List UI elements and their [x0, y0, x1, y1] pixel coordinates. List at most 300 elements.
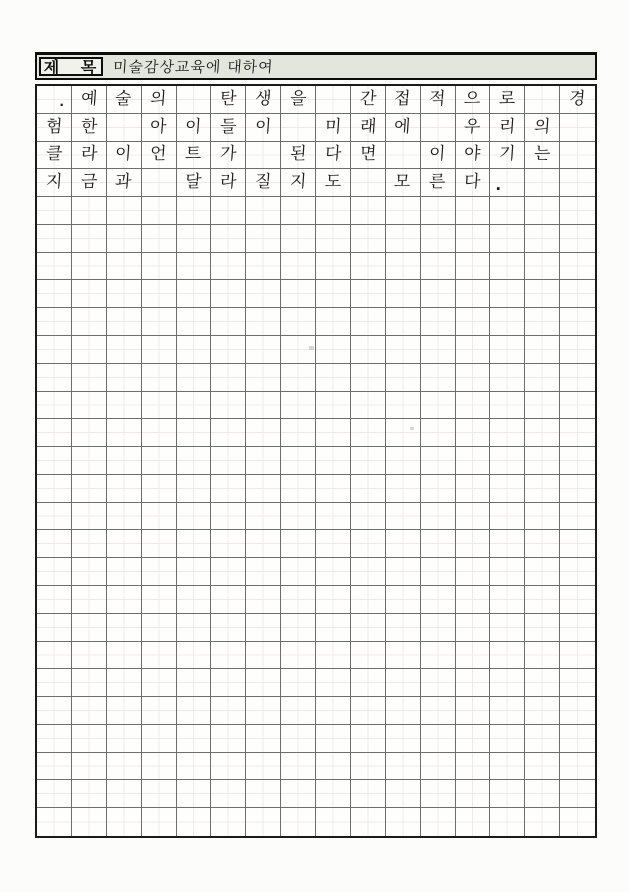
grid-cell: [490, 197, 525, 225]
grid-cell: [211, 308, 246, 336]
grid-cell: [246, 586, 281, 614]
handwritten-char: 금: [79, 172, 98, 193]
grid-cell: [72, 280, 107, 308]
grid-cell: [142, 392, 177, 420]
grid-cell: [525, 364, 560, 392]
grid-cell: [490, 280, 525, 308]
grid-cell: [211, 142, 246, 170]
grid-cell: [316, 392, 351, 420]
grid-cell: [37, 725, 72, 753]
grid-cell: [386, 197, 421, 225]
grid-cell: [281, 642, 316, 670]
grid-cell: [281, 225, 316, 253]
handwritten-char: 이: [114, 144, 133, 165]
grid-cell: [107, 197, 142, 225]
grid-cell: [560, 447, 595, 475]
grid-cell: [421, 253, 456, 281]
grid-cell: [456, 558, 491, 586]
grid-cell: [456, 697, 491, 725]
grid-cell: [490, 614, 525, 642]
grid-cell: [72, 225, 107, 253]
grid-cell: [72, 780, 107, 808]
grid-cell: [421, 808, 456, 836]
grid-cell: [421, 530, 456, 558]
scan-smudge: [309, 346, 314, 350]
grid-cell: [456, 780, 491, 808]
grid-cell: [316, 808, 351, 836]
grid-cell: [177, 253, 212, 281]
grid-cell: [246, 725, 281, 753]
grid-cell: [525, 447, 560, 475]
grid-cell: [281, 392, 316, 420]
grid-cell: [421, 197, 456, 225]
grid-cell: [386, 642, 421, 670]
grid-cell: [490, 308, 525, 336]
grid-cell: [490, 336, 525, 364]
grid-cell: [525, 808, 560, 836]
grid-cell: [456, 447, 491, 475]
grid-cell: [386, 558, 421, 586]
grid-cell: [281, 475, 316, 503]
grid-cell: [281, 503, 316, 531]
grid-cell: [246, 614, 281, 642]
grid-cell: [316, 475, 351, 503]
grid-cell: [107, 308, 142, 336]
grid-cell: [281, 447, 316, 475]
grid-cell: [421, 780, 456, 808]
handwritten-char: 예: [79, 88, 98, 109]
grid-cell: [37, 530, 72, 558]
grid-cell: [421, 753, 456, 781]
grid-cell: [246, 225, 281, 253]
handwritten-char: 다: [463, 172, 482, 193]
grid-cell: [72, 447, 107, 475]
grid-cell: [456, 530, 491, 558]
grid-cell: [142, 697, 177, 725]
grid-cell: [107, 725, 142, 753]
grid-cell: [211, 253, 246, 281]
grid-cell: [177, 808, 212, 836]
grid-cell: [177, 725, 212, 753]
grid-cell: [560, 725, 595, 753]
grid-cell: [560, 364, 595, 392]
grid-cell: [316, 586, 351, 614]
grid-cell: [316, 280, 351, 308]
grid-cell: [316, 197, 351, 225]
grid-cell: [142, 669, 177, 697]
grid-cell: [72, 503, 107, 531]
grid-cell: [246, 142, 281, 170]
grid-cell: [281, 753, 316, 781]
grid-cell: [490, 253, 525, 281]
grid-cell: [560, 197, 595, 225]
grid-cell: [211, 225, 246, 253]
grid-cell: [560, 336, 595, 364]
grid-cell: [37, 780, 72, 808]
grid-cell: [316, 308, 351, 336]
grid-cell: [211, 780, 246, 808]
grid-cell: [211, 808, 246, 836]
grid-cell: [316, 753, 351, 781]
grid-cell: [281, 586, 316, 614]
grid-cell: [37, 447, 72, 475]
grid-cell: [107, 503, 142, 531]
grid-cell: [316, 614, 351, 642]
grid-cell: [316, 697, 351, 725]
handwritten-char: 지: [45, 172, 63, 193]
handwritten-char: 지: [289, 172, 308, 193]
grid-cell: [490, 114, 525, 142]
grid-cell: [316, 142, 351, 170]
grid-cell: [490, 503, 525, 531]
grid-cell: [490, 586, 525, 614]
grid-cell: [351, 336, 386, 364]
grid-cell: [560, 753, 595, 781]
grid-cell: [351, 114, 386, 142]
grid-cell: [525, 780, 560, 808]
handwritten-char: 야: [463, 144, 482, 165]
grid-cell: [72, 614, 107, 642]
grid-cell: [246, 197, 281, 225]
grid-cell: [281, 197, 316, 225]
grid-cell: [107, 558, 142, 586]
grid-cell: [525, 586, 560, 614]
grid-cell: [421, 586, 456, 614]
handwritten-char: 을: [289, 88, 308, 109]
grid-cell: [72, 142, 107, 170]
grid-cell: [37, 280, 72, 308]
grid-cell: [281, 780, 316, 808]
grid-cell: [177, 197, 212, 225]
grid-cell: [107, 253, 142, 281]
grid-cell: [211, 503, 246, 531]
grid-cell: [37, 697, 72, 725]
grid-cell: [490, 364, 525, 392]
grid-cell: [72, 808, 107, 836]
grid-cell: [456, 114, 491, 142]
grid-cell: [351, 169, 386, 197]
grid-cell: [525, 697, 560, 725]
grid-cell: [72, 114, 107, 142]
grid-cell: [316, 419, 351, 447]
grid-cell: [560, 86, 595, 114]
grid-cell: [142, 419, 177, 447]
grid-cell: [142, 280, 177, 308]
handwritten-char: 질: [254, 172, 273, 193]
grid-cell: [386, 336, 421, 364]
grid-cell: [177, 308, 212, 336]
grid-cell: [37, 669, 72, 697]
grid-cell: [386, 614, 421, 642]
grid-cell: [246, 392, 281, 420]
grid-cell: [456, 503, 491, 531]
grid-cell: [177, 419, 212, 447]
grid-cell: [490, 558, 525, 586]
handwritten-char: 에: [393, 116, 412, 137]
handwritten-char: 른: [428, 172, 447, 193]
grid-cell: [316, 336, 351, 364]
grid-cell: [211, 86, 246, 114]
grid-cell: [351, 225, 386, 253]
grid-cell: [421, 142, 456, 170]
grid-cell: [316, 225, 351, 253]
grid-cell: [142, 364, 177, 392]
grid-cell: [37, 336, 72, 364]
grid-cell: [72, 253, 107, 281]
grid-cell: [456, 614, 491, 642]
grid-cell: [142, 475, 177, 503]
grid-cell: [107, 753, 142, 781]
grid-cell: [560, 614, 595, 642]
grid-cell: [177, 697, 212, 725]
grid-cell: [142, 503, 177, 531]
grid-cell: [211, 447, 246, 475]
grid-cell: [211, 614, 246, 642]
grid-cell: [246, 308, 281, 336]
grid-cell: [281, 697, 316, 725]
grid-cell: [386, 253, 421, 281]
grid-cell: [211, 392, 246, 420]
handwritten-char: 언: [149, 144, 168, 165]
grid-cell: [351, 308, 386, 336]
grid-cell: [421, 725, 456, 753]
grid-cell: [316, 503, 351, 531]
grid-cell: [37, 642, 72, 670]
handwritten-char: 간: [358, 88, 377, 109]
grid-cell: [316, 114, 351, 142]
grid-cell: [142, 447, 177, 475]
grid-cell: [386, 169, 421, 197]
grid-cell: [351, 197, 386, 225]
grid-cell: [525, 114, 560, 142]
grid-cell: [421, 336, 456, 364]
grid-cell: [316, 642, 351, 670]
grid-cell: [456, 197, 491, 225]
grid-cell: [107, 808, 142, 836]
grid-cell: [490, 725, 525, 753]
grid-cell: [281, 86, 316, 114]
grid-cell: [351, 475, 386, 503]
grid-cell: [107, 614, 142, 642]
grid-cell: [72, 669, 107, 697]
grid-cell: [177, 169, 212, 197]
scan-smudge: [410, 427, 414, 430]
grid-cell: [107, 114, 142, 142]
grid-cell: [72, 392, 107, 420]
grid-cell: [560, 642, 595, 670]
grid-cell: [525, 86, 560, 114]
grid-cell: [107, 86, 142, 114]
handwritten-char: 과: [114, 172, 133, 193]
handwritten-char: 된: [289, 144, 308, 165]
handwritten-char: 래: [358, 116, 377, 137]
grid-cell: [490, 642, 525, 670]
grid-cell: [421, 503, 456, 531]
grid-cell: [281, 114, 316, 142]
grid-cell: [351, 669, 386, 697]
grid-cell: [490, 142, 525, 170]
grid-cell: [37, 753, 72, 781]
grid-cell: [525, 725, 560, 753]
grid-cell: [456, 392, 491, 420]
grid-cell: [142, 530, 177, 558]
title-label-box: [39, 57, 103, 76]
grid-cell: [421, 364, 456, 392]
grid-cell: [386, 419, 421, 447]
grid-cell: [351, 780, 386, 808]
grid-cell: [525, 669, 560, 697]
grid-cell: [246, 169, 281, 197]
grid-cell: [246, 558, 281, 586]
grid-cell: [72, 642, 107, 670]
grid-cell: [316, 447, 351, 475]
handwritten-char: 들: [219, 116, 238, 137]
grid-cell: [142, 642, 177, 670]
grid-cell: [386, 86, 421, 114]
grid-cell: [142, 169, 177, 197]
grid-cell: [490, 419, 525, 447]
grid-cell: [281, 614, 316, 642]
grid-cell: [456, 280, 491, 308]
grid-cell: [421, 558, 456, 586]
grid-cell: [142, 86, 177, 114]
grid-cell: [72, 308, 107, 336]
grid-cell: [490, 392, 525, 420]
grid-cell: [421, 169, 456, 197]
grid-cell: [351, 86, 386, 114]
grid-cell: [281, 725, 316, 753]
handwritten-char: 미: [324, 116, 342, 137]
handwritten-char: 의: [533, 116, 552, 137]
grid-cell: [211, 169, 246, 197]
handwritten-char: 트: [184, 144, 203, 165]
grid-cell: [456, 225, 491, 253]
grid-cell: [421, 475, 456, 503]
grid-cell: [490, 808, 525, 836]
grid-cell: [281, 669, 316, 697]
grid-cell: [211, 669, 246, 697]
grid-cell: [421, 280, 456, 308]
grid-cell: [177, 447, 212, 475]
handwritten-char: 경: [568, 88, 587, 109]
handwritten-char: 적: [428, 88, 447, 109]
grid-cell: [560, 114, 595, 142]
grid-cell: [316, 86, 351, 114]
grid-cell: [560, 558, 595, 586]
grid-cell: [72, 364, 107, 392]
grid-cell: [281, 530, 316, 558]
grid-cell: [246, 253, 281, 281]
grid-cell: [72, 475, 107, 503]
grid-cell: [107, 336, 142, 364]
grid-cell: [281, 808, 316, 836]
grid-cell: [142, 614, 177, 642]
grid-cell: [107, 669, 142, 697]
handwritten-title: 미술감상교육에 대하여: [112, 58, 275, 76]
grid-cell: [177, 364, 212, 392]
grid-cell: [560, 475, 595, 503]
grid-cell: [421, 669, 456, 697]
grid-cell: [560, 530, 595, 558]
grid-cell: [142, 142, 177, 170]
grid-cell: [142, 753, 177, 781]
grid-cell: [386, 530, 421, 558]
grid-cell: [351, 447, 386, 475]
handwritten-char: 이: [184, 116, 203, 137]
grid-cell: [211, 725, 246, 753]
grid-cell: [351, 253, 386, 281]
grid-cell: [421, 614, 456, 642]
grid-cell: [560, 697, 595, 725]
grid-cell: [560, 142, 595, 170]
grid-cell: [72, 530, 107, 558]
grid-cell: [525, 253, 560, 281]
grid-cell: [211, 197, 246, 225]
grid-cell: [525, 280, 560, 308]
grid-cell: [142, 308, 177, 336]
grid-cell: [37, 114, 72, 142]
grid-cell: [246, 669, 281, 697]
grid-cell: [351, 558, 386, 586]
grid-cell: [490, 475, 525, 503]
grid-cell: [421, 392, 456, 420]
grid-cell: [211, 753, 246, 781]
grid-cell: [107, 475, 142, 503]
grid-cell: [246, 753, 281, 781]
grid-cell: [421, 447, 456, 475]
handwritten-char: 라: [79, 144, 98, 165]
grid-cell: [177, 336, 212, 364]
grid-cell: [560, 280, 595, 308]
grid-cell: [177, 392, 212, 420]
grid-cell: [386, 780, 421, 808]
grid-cell: [72, 336, 107, 364]
grid-cell: [351, 725, 386, 753]
grid-cell: [316, 169, 351, 197]
grid-cell: [211, 336, 246, 364]
grid-cell: [72, 725, 107, 753]
grid-cell: [281, 142, 316, 170]
grid-cell: [560, 419, 595, 447]
grid-cell: [316, 780, 351, 808]
grid-cell: [525, 142, 560, 170]
grid-cell: [142, 586, 177, 614]
grid-cell: [177, 530, 212, 558]
grid-cell: [490, 669, 525, 697]
grid-cell: [456, 725, 491, 753]
grid-cell: [351, 614, 386, 642]
grid-cell: [107, 392, 142, 420]
grid-cell: [72, 558, 107, 586]
grid-cell: [246, 86, 281, 114]
grid-cell: [107, 280, 142, 308]
grid-cell: [490, 169, 525, 197]
grid-cell: [560, 169, 595, 197]
grid-cell: [386, 669, 421, 697]
grid-cell: [490, 530, 525, 558]
grid-cell: [456, 86, 491, 114]
grid-cell: [351, 642, 386, 670]
grid-cell: [490, 447, 525, 475]
grid-cell: [37, 503, 72, 531]
handwritten-char: 생: [254, 88, 273, 109]
grid-cell: [421, 419, 456, 447]
grid-cell: [246, 419, 281, 447]
grid-cell: [246, 780, 281, 808]
grid-cell: [177, 669, 212, 697]
grid-cell: [37, 392, 72, 420]
grid-cell: [107, 142, 142, 170]
